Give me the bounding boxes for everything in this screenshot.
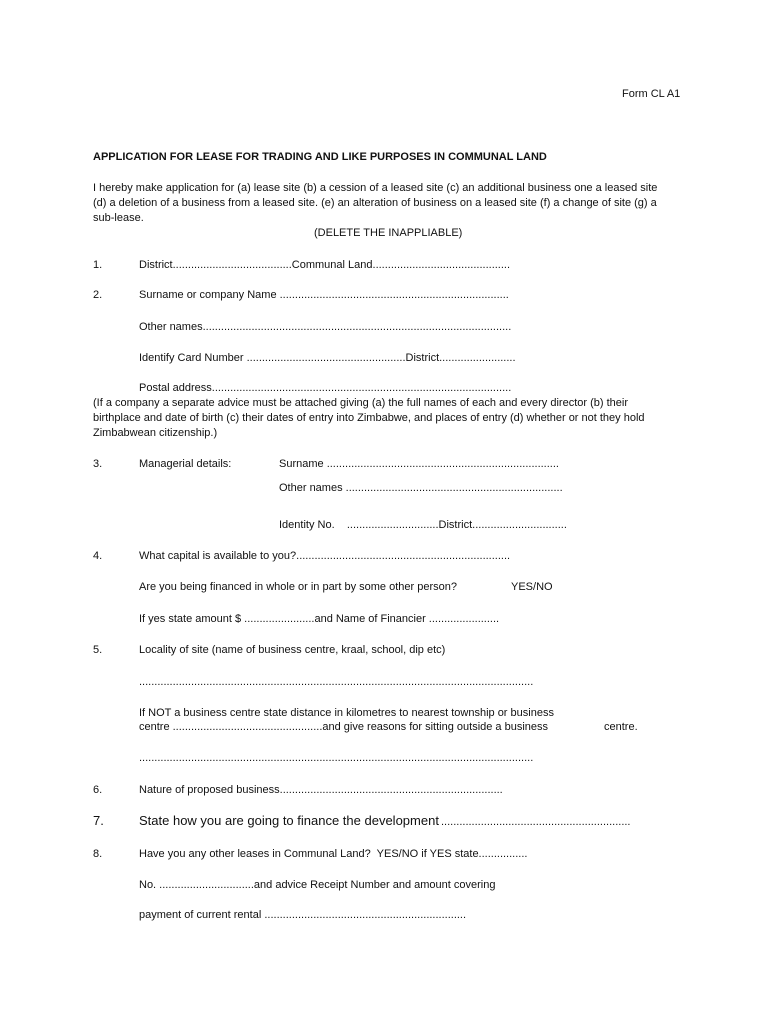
distance-centre-word: centre. bbox=[604, 721, 638, 733]
financed-yes-no[interactable]: YES/NO bbox=[511, 581, 553, 593]
other-names-field[interactable]: Other names..................................................................................................... bbox=[139, 321, 512, 333]
intro-paragraph: I hereby make application for (a) lease site (b) a cession of a leased site (c) an additional business one a leased site (d) a deletion of a business from a leased site. (e) an alteration of business on a leased site (f) a change of site (g) a sub-lease. bbox=[93, 182, 658, 224]
other-leases-field[interactable]: Have you any other leases in Communal Land? YES/NO if YES state................ bbox=[139, 848, 528, 860]
manager-other-names-field[interactable]: Other names ....................................................................... bbox=[279, 482, 563, 494]
distance-reasons-field[interactable]: centre .................................................and give reasons for sitting outside a business bbox=[139, 721, 549, 733]
item-number-2: 2. bbox=[93, 289, 103, 301]
manager-identity-district-field[interactable]: Identity No. ..............................District............................... bbox=[279, 519, 567, 531]
item-number-4: 4. bbox=[93, 550, 103, 562]
company-note: (If a company a separate advice must be attached giving (a) the full names of each and every director (b) their birthplace and date of birth (c) their dates of entry into Zimbabwe, and places of entry (d) whether or not they hold Zimbabwean citizenship.) bbox=[93, 397, 645, 439]
managerial-details-label: Managerial details: bbox=[139, 458, 232, 470]
financier-field[interactable]: If yes state amount $ .......................and Name of Financier ....................... bbox=[139, 613, 500, 625]
locality-label: Locality of site (name of business centre, kraal, school, dip etc) bbox=[139, 644, 446, 656]
item-number-8: 8. bbox=[93, 848, 103, 860]
form-title: APPLICATION FOR LEASE FOR TRADING AND LIKE PURPOSES IN COMMUNAL LAND bbox=[93, 151, 547, 163]
district-communal-field[interactable]: District.......................................Communal Land............................................. bbox=[139, 259, 511, 271]
finance-development-label: State how you are going to finance the development bbox=[139, 813, 439, 828]
item-number-1: 1. bbox=[93, 259, 103, 271]
id-card-district-field[interactable]: Identify Card Number ....................................................District......................... bbox=[139, 352, 516, 364]
postal-address-field[interactable]: Postal address.................................................................................................. bbox=[139, 382, 512, 394]
item-number-5: 5. bbox=[93, 644, 103, 656]
surname-company-field[interactable]: Surname or company Name ........................................................................... bbox=[139, 289, 509, 301]
financed-question: Are you being financed in whole or in part by some other person? bbox=[139, 581, 457, 593]
item-number-7: 7. bbox=[93, 813, 104, 828]
delete-note: (DELETE THE INAPPLIABLE) bbox=[314, 227, 463, 239]
item-number-3: 3. bbox=[93, 458, 103, 470]
finance-development-field[interactable]: .............................................................. bbox=[441, 816, 631, 828]
reasons-field[interactable]: ................................................................................................................................. bbox=[139, 752, 534, 764]
manager-surname-field[interactable]: Surname ............................................................................ bbox=[279, 458, 559, 470]
current-rental-field[interactable]: payment of current rental .................................................................. bbox=[139, 909, 467, 921]
form-code: Form CL A1 bbox=[622, 88, 681, 100]
business-nature-field[interactable]: Nature of proposed business......................................................................... bbox=[139, 784, 503, 796]
distance-question: If NOT a business centre state distance in kilometres to nearest township or business bbox=[139, 707, 554, 719]
item-number-6: 6. bbox=[93, 784, 103, 796]
receipt-number-field[interactable]: No. ...............................and advice Receipt Number and amount covering bbox=[139, 879, 496, 891]
capital-field[interactable]: What capital is available to you?...................................................................... bbox=[139, 550, 511, 562]
locality-field[interactable]: ................................................................................................................................. bbox=[139, 676, 534, 688]
